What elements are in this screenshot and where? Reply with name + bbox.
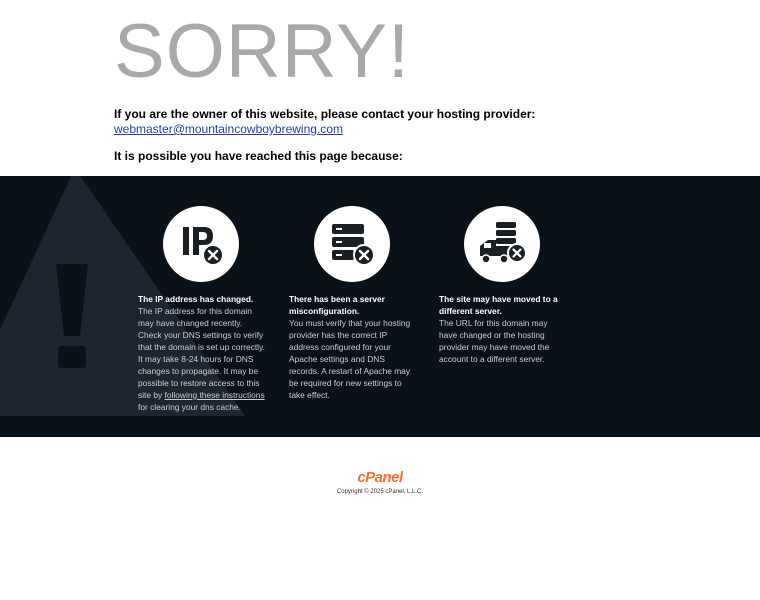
reason-icon-circle — [314, 206, 390, 282]
page-title: SORRY! — [114, 9, 411, 94]
reasons-band — [0, 176, 760, 437]
reason-text: for clearing your dns cache. — [138, 402, 241, 412]
reason-icon-circle — [163, 206, 239, 282]
header-section — [0, 0, 760, 176]
reason-description: You must verify that your hosting provider has the correct IP address configured for your Apache settings and DNS records. A restart of Apache may be required for new settings to take effect. — [289, 318, 411, 400]
possible-reasons-heading: It is possible you have reached this page because: — [114, 149, 403, 163]
contact-email-link[interactable]: webmaster@mountaincowboybrewing.com — [114, 122, 343, 136]
copyright-text: Copyright © 2025 cPanel, L.L.C. — [336, 489, 424, 495]
ip-address-icon — [173, 216, 229, 272]
server-error-icon — [324, 216, 380, 272]
reason-title: There has been a server misconfiguration. — [289, 294, 385, 316]
server-moved-icon — [474, 216, 530, 272]
owner-contact-text: If you are the owner of this website, please contact your hosting provider: — [114, 107, 536, 121]
reason-text: The IP address for this domain may have changed recently. Check your DNS settings to verify that the domain is set up correctly. It may take 8-24 hours for DNS changes to propagate. It may be possible to restore access to this site by — [138, 306, 265, 400]
reason-description — [138, 305, 266, 413]
reason-icon-circle — [464, 206, 540, 282]
dns-instructions-link[interactable]: following these instructions — [164, 390, 265, 400]
reason-ip-changed — [138, 206, 266, 413]
reason-title: The site may have moved to a different server. — [439, 294, 558, 316]
reason-server-misconfiguration — [289, 206, 417, 401]
footer — [0, 470, 760, 496]
reason-title: The IP address has changed. — [138, 294, 254, 304]
cpanel-logo: cPanel — [357, 469, 403, 486]
reason-server-moved — [439, 206, 567, 365]
reason-description: The URL for this domain may have changed or the hosting provider may have moved the account to a different server. — [439, 318, 550, 364]
